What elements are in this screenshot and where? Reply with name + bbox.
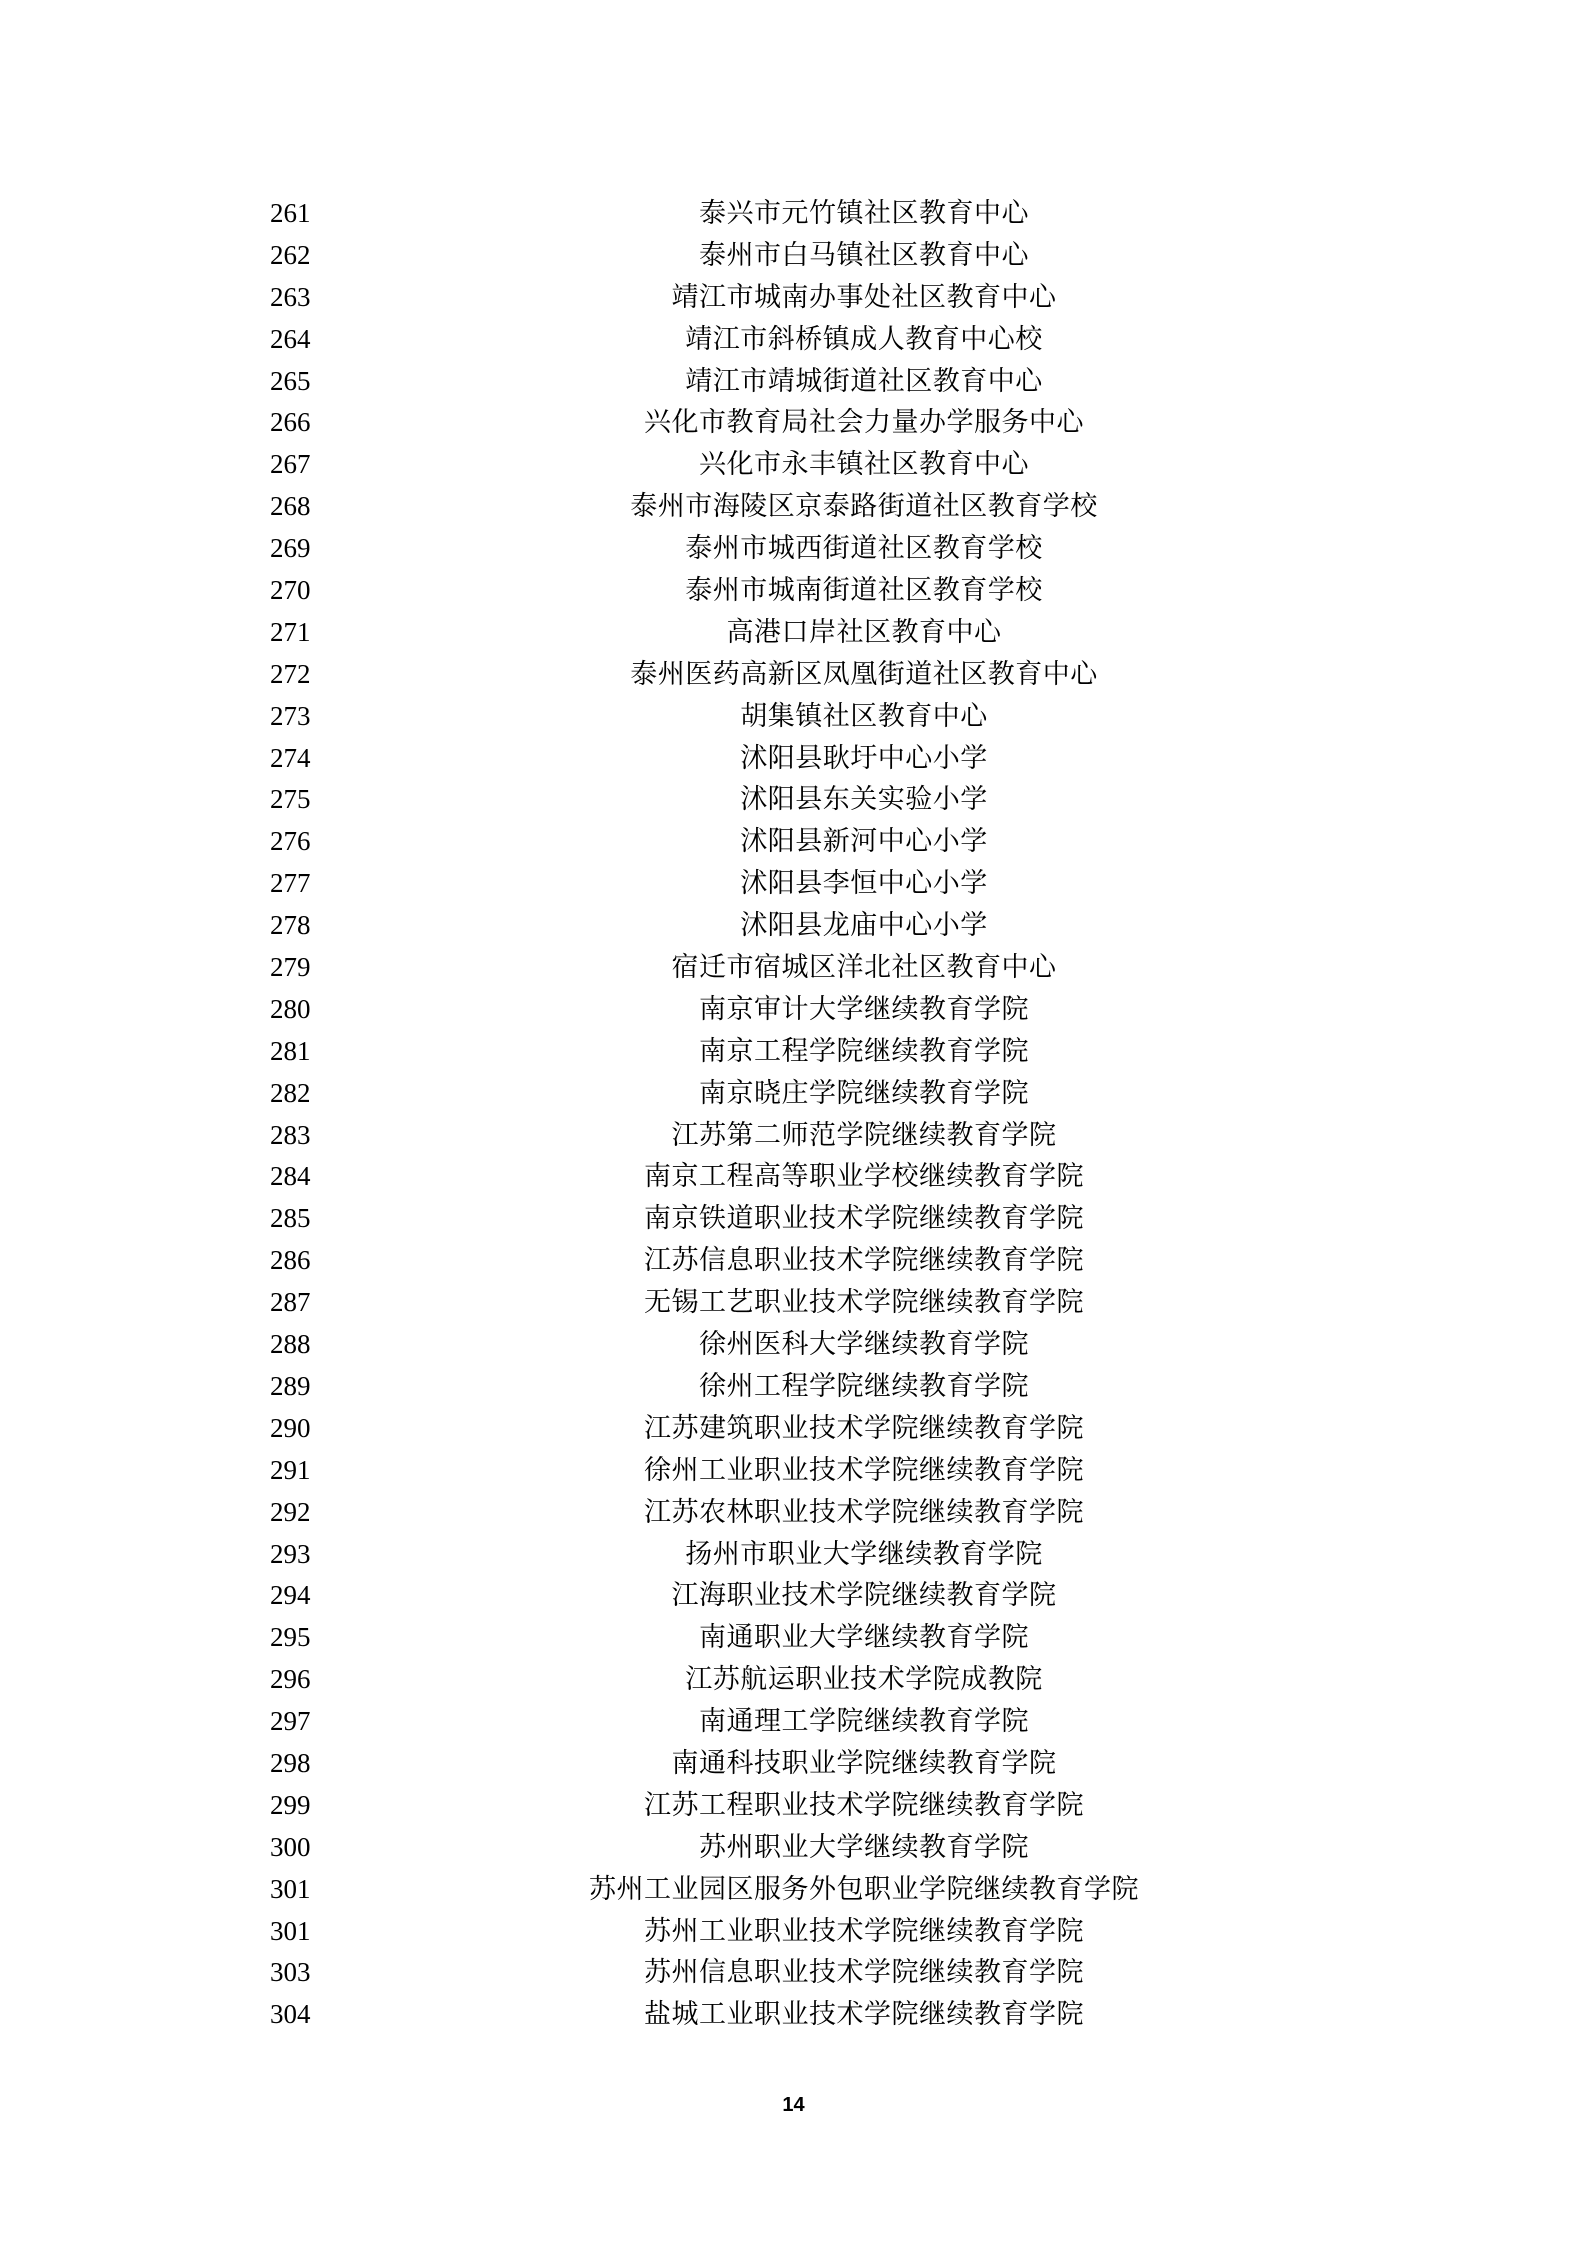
institution-name: 兴化市永丰镇社区教育中心: [699, 449, 1029, 481]
list-item: [0, 235, 1587, 277]
list-item: [0, 1492, 1587, 1534]
row-number: 290: [270, 1412, 311, 1443]
list-item: [0, 1911, 1587, 1953]
row-number: 277: [270, 868, 311, 899]
list-item: [0, 1743, 1587, 1785]
list-item: [0, 193, 1587, 235]
institution-name: 南京晓庄学院继续教育学院: [699, 1077, 1029, 1109]
list-item: [0, 319, 1587, 361]
institution-name: 江苏第二师范学院继续教育学院: [671, 1119, 1057, 1151]
institution-name: 江苏农林职业技术学院继续教育学院: [644, 1496, 1084, 1528]
list-item: [0, 486, 1587, 528]
row-number: 301: [270, 1915, 311, 1946]
institution-name: 兴化市教育局社会力量办学服务中心: [644, 407, 1084, 439]
list-item: [0, 1827, 1587, 1869]
institution-name: 南通职业大学继续教育学院: [699, 1622, 1029, 1654]
list-item: [0, 1701, 1587, 1743]
institution-name: 苏州职业大学继续教育学院: [699, 1831, 1029, 1863]
row-number: 264: [270, 323, 311, 354]
list-item: [0, 1198, 1587, 1240]
row-number: 272: [270, 658, 311, 689]
row-number: 285: [270, 1203, 311, 1234]
row-number: 298: [270, 1747, 311, 1778]
list-item: [0, 1534, 1587, 1576]
row-number: 295: [270, 1622, 311, 1653]
row-number: 286: [270, 1245, 311, 1276]
list-item: [0, 1366, 1587, 1408]
institution-name: 靖江市城南办事处社区教育中心: [671, 281, 1057, 313]
row-number: 280: [270, 993, 311, 1024]
row-number: 284: [270, 1161, 311, 1192]
row-number: 270: [270, 575, 311, 606]
row-number: 293: [270, 1538, 311, 1569]
list-item: [0, 1952, 1587, 1994]
institution-name: 宿迁市宿城区洋北社区教育中心: [671, 952, 1057, 984]
row-number: 300: [270, 1831, 311, 1862]
institution-name: 苏州信息职业技术学院继续教育学院: [644, 1957, 1084, 1989]
institution-name: 泰州市城南街道社区教育学校: [685, 575, 1043, 607]
list-item: [0, 1869, 1587, 1911]
list-item: [0, 277, 1587, 319]
list-item: [0, 1240, 1587, 1282]
list-item: [0, 361, 1587, 403]
list-item: [0, 1617, 1587, 1659]
row-number: 266: [270, 407, 311, 438]
institution-name: 江海职业技术学院继续教育学院: [671, 1580, 1057, 1612]
institution-name: 江苏工程职业技术学院继续教育学院: [644, 1789, 1084, 1821]
row-number: 299: [270, 1789, 311, 1820]
list-item: [0, 947, 1587, 989]
list-item: [0, 738, 1587, 780]
list-item: [0, 1115, 1587, 1157]
row-number: 282: [270, 1077, 311, 1108]
institution-name: 扬州市职业大学继续教育学院: [685, 1538, 1043, 1570]
row-number: 269: [270, 533, 311, 564]
institution-name: 徐州工程学院继续教育学院: [699, 1370, 1029, 1402]
institution-name: 徐州工业职业技术学院继续教育学院: [644, 1454, 1084, 1486]
row-number: 294: [270, 1580, 311, 1611]
institution-name: 盐城工业职业技术学院继续教育学院: [644, 1999, 1084, 2031]
list-item: [0, 1450, 1587, 1492]
row-number: 281: [270, 1035, 311, 1066]
institution-name: 靖江市靖城街道社区教育中心: [685, 365, 1043, 397]
row-number: 271: [270, 616, 311, 647]
list-item: [0, 402, 1587, 444]
institution-name: 靖江市斜桥镇成人教育中心校: [685, 323, 1043, 355]
row-number: 275: [270, 784, 311, 815]
row-number: 288: [270, 1329, 311, 1360]
institution-name: 苏州工业园区服务外包职业学院继续教育学院: [589, 1873, 1139, 1905]
list-item: [0, 528, 1587, 570]
list-item: [0, 1073, 1587, 1115]
list-item: [0, 1324, 1587, 1366]
row-number: 296: [270, 1664, 311, 1695]
institution-name: 泰州医药高新区凤凰街道社区教育中心: [630, 658, 1098, 690]
row-number: 261: [270, 198, 311, 228]
page-number: 14: [782, 2094, 805, 2116]
institution-name: 南通理工学院继续教育学院: [699, 1706, 1029, 1738]
row-number: 292: [270, 1496, 311, 1527]
institution-name: 江苏建筑职业技术学院继续教育学院: [644, 1412, 1084, 1444]
list-item: [0, 444, 1587, 486]
list-item: [0, 1282, 1587, 1324]
list-item: [0, 1156, 1587, 1198]
row-number: 303: [270, 1957, 311, 1988]
list-item: [0, 779, 1587, 821]
institution-name: 苏州工业职业技术学院继续教育学院: [644, 1915, 1084, 1947]
row-number: 304: [270, 1999, 311, 2030]
list-item: [0, 570, 1587, 612]
institution-name: 胡集镇社区教育中心: [740, 700, 988, 732]
institution-name: 沭阳县龙庙中心小学: [740, 910, 988, 942]
list-item: [0, 1031, 1587, 1073]
list-item: [0, 821, 1587, 863]
institution-name: 高港口岸社区教育中心: [726, 616, 1002, 648]
list-item: [0, 1994, 1587, 2036]
institution-name: 南京铁道职业技术学院继续教育学院: [644, 1203, 1084, 1235]
list-item: [0, 1575, 1587, 1617]
institution-name: 徐州医科大学继续教育学院: [699, 1329, 1029, 1361]
institution-name: 沭阳县东关实验小学: [740, 784, 988, 816]
list-item: [0, 696, 1587, 738]
row-number: 265: [270, 365, 311, 396]
row-number: 278: [270, 910, 311, 941]
row-number: 262: [270, 239, 311, 270]
institution-name: 南京工程学院继续教育学院: [699, 1035, 1029, 1067]
row-number: 267: [270, 449, 311, 480]
row-number: 283: [270, 1119, 311, 1150]
institution-list: [0, 193, 1587, 2036]
row-number: 301: [270, 1873, 311, 1904]
row-number: 291: [270, 1454, 311, 1485]
row-number: 287: [270, 1287, 311, 1318]
institution-name: 沭阳县李恒中心小学: [740, 868, 988, 900]
list-item: [0, 1785, 1587, 1827]
list-item: [0, 1408, 1587, 1450]
row-number: 279: [270, 952, 311, 983]
row-number: 297: [270, 1706, 311, 1737]
row-number: 274: [270, 742, 311, 773]
institution-name: 南京审计大学继续教育学院: [699, 993, 1029, 1025]
institution-name: 泰州市白马镇社区教育中心: [699, 239, 1029, 271]
row-number: 268: [270, 491, 311, 522]
list-item: [0, 654, 1587, 696]
institution-name: 沭阳县耿圩中心小学: [740, 742, 988, 774]
list-item: [0, 863, 1587, 905]
list-item: [0, 989, 1587, 1031]
institution-name: 江苏信息职业技术学院继续教育学院: [644, 1245, 1084, 1277]
row-number: 289: [270, 1370, 311, 1401]
institution-name: 无锡工艺职业技术学院继续教育学院: [644, 1287, 1084, 1319]
row-number: 263: [270, 281, 311, 312]
institution-name: 泰州市海陵区京泰路街道社区教育学校: [630, 491, 1098, 523]
institution-name: 江苏航运职业技术学院成教院: [685, 1664, 1043, 1696]
institution-name: 泰兴市元竹镇社区教育中心: [699, 198, 1029, 229]
institution-name: 南京工程高等职业学校继续教育学院: [644, 1161, 1084, 1193]
row-number: 273: [270, 700, 311, 731]
list-item: [0, 1659, 1587, 1701]
row-number: 276: [270, 826, 311, 857]
list-item: [0, 905, 1587, 947]
institution-name: 泰州市城西街道社区教育学校: [685, 533, 1043, 565]
list-item: [0, 612, 1587, 654]
institution-name: 沭阳县新河中心小学: [740, 826, 988, 858]
institution-name: 南通科技职业学院继续教育学院: [671, 1747, 1057, 1779]
